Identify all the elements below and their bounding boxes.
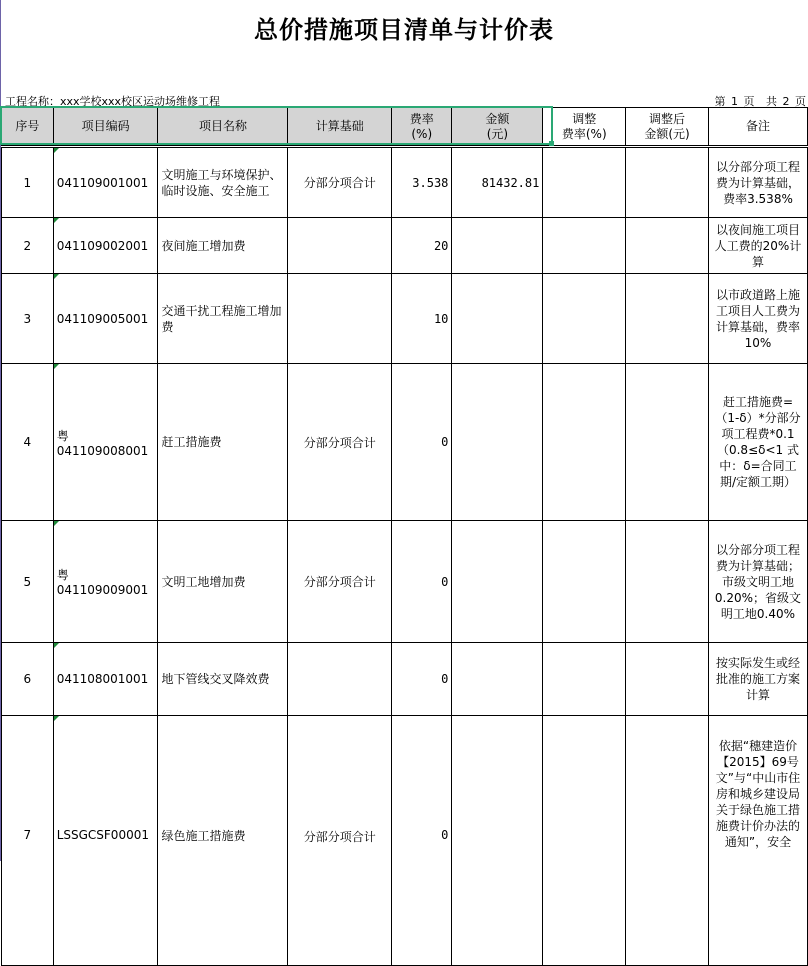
cell-code-text: 041109002001 <box>56 238 149 253</box>
cell-amount[interactable] <box>452 218 543 274</box>
table-row <box>2 148 808 218</box>
total-pages: 2 <box>782 95 790 108</box>
cell-comment-marker <box>54 643 59 648</box>
col-header-base[interactable]: 计算基础 <box>288 108 392 146</box>
cell-code[interactable] <box>53 274 158 364</box>
table-row <box>2 643 808 716</box>
cell-adj-amount[interactable] <box>626 274 709 364</box>
cell-name[interactable]: 文明施工与环境保护、临时设施、安全施工 <box>158 148 288 218</box>
col-header-rate[interactable] <box>392 108 452 146</box>
cell-code-text: 041109005001 <box>56 311 149 326</box>
cell-adj-rate[interactable] <box>543 643 626 716</box>
col-header-amount-line1: 金额 <box>485 111 510 126</box>
cell-note[interactable]: 按实际发生或经批准的施工方案计算 <box>708 643 807 716</box>
cell-code[interactable] <box>53 643 158 716</box>
col-header-adj-amount[interactable] <box>626 108 709 146</box>
cell-amount[interactable]: 81432.81 <box>452 148 543 218</box>
cell-code[interactable] <box>53 364 158 521</box>
total-unit: 页 <box>795 95 806 108</box>
cell-comment-marker <box>54 218 59 223</box>
cell-amount[interactable] <box>452 521 543 643</box>
cell-comment-marker <box>54 716 59 721</box>
cell-seq[interactable]: 7 <box>2 716 54 966</box>
cell-seq[interactable]: 3 <box>2 274 54 364</box>
cell-adj-rate[interactable] <box>543 716 626 966</box>
col-header-name[interactable]: 项目名称 <box>158 108 288 146</box>
cell-amount[interactable] <box>452 364 543 521</box>
cell-name[interactable]: 文明工地增加费 <box>158 521 288 643</box>
cell-seq[interactable]: 2 <box>2 218 54 274</box>
col-header-adj-rate-line1: 调整 <box>572 111 597 126</box>
cell-amount[interactable] <box>452 716 543 966</box>
table-row <box>2 364 808 521</box>
cell-base[interactable]: 分部分项合计 <box>288 364 392 521</box>
cell-name[interactable]: 赶工措施费 <box>158 364 288 521</box>
col-header-adj-rate[interactable] <box>543 108 626 146</box>
cell-base[interactable] <box>288 274 392 364</box>
cell-seq[interactable]: 1 <box>2 148 54 218</box>
cell-name[interactable]: 绿色施工措施费 <box>158 716 288 966</box>
table-row <box>2 274 808 364</box>
cell-adj-amount[interactable] <box>626 148 709 218</box>
col-header-amount[interactable] <box>452 108 543 146</box>
cell-note[interactable]: 赶工措施费=（1-δ）*分部分项工程费*0.1 （0.8≤δ<1 式中：δ=合同工期/定额工期） <box>708 364 807 521</box>
cell-amount[interactable] <box>452 274 543 364</box>
cell-name[interactable]: 夜间施工增加费 <box>158 218 288 274</box>
cell-note[interactable]: 以分部分项工程费为计算基础；市级文明工地0.20%；省级文明工地0.40% <box>708 521 807 643</box>
cell-note[interactable]: 以市政道路上施工项目人工费为计算基础，费率10% <box>708 274 807 364</box>
page-prefix: 第 <box>714 95 726 108</box>
project-label: 工程名称： <box>5 95 60 108</box>
cell-adj-amount[interactable] <box>626 521 709 643</box>
col-header-adj-amount-line1: 调整后 <box>649 111 686 126</box>
cell-rate[interactable]: 10 <box>392 274 452 364</box>
cell-name[interactable]: 交通干扰工程施工增加费 <box>158 274 288 364</box>
cell-code[interactable] <box>53 148 158 218</box>
col-header-rate-line2: (%) <box>411 126 433 141</box>
cell-adj-rate[interactable] <box>543 274 626 364</box>
cell-code-text: 041108001001 <box>56 672 149 686</box>
cell-rate[interactable]: 20 <box>392 218 452 274</box>
page-number: 1 <box>731 95 738 108</box>
table-row <box>2 218 808 274</box>
cell-code-text: 粤041109008001 <box>56 428 149 458</box>
cell-comment-marker <box>54 148 59 153</box>
cell-adj-amount[interactable] <box>626 364 709 521</box>
cell-code[interactable] <box>53 521 158 643</box>
cell-seq[interactable]: 5 <box>2 521 54 643</box>
col-header-note[interactable]: 备注 <box>708 108 807 146</box>
cell-rate[interactable]: 0 <box>392 716 452 966</box>
table-row <box>2 716 808 966</box>
cell-base[interactable] <box>288 643 392 716</box>
page-unit: 页 <box>743 95 755 108</box>
cell-seq[interactable]: 6 <box>2 643 54 716</box>
cell-code[interactable] <box>53 716 158 966</box>
cell-rate[interactable]: 0 <box>392 643 452 716</box>
col-header-rate-line1: 费率 <box>409 111 434 126</box>
col-header-code[interactable]: 项目编码 <box>53 108 158 146</box>
cell-code-text: 041109001001 <box>56 175 149 190</box>
cell-amount[interactable] <box>452 643 543 716</box>
cell-adj-rate[interactable] <box>543 364 626 521</box>
cell-adj-amount[interactable] <box>626 716 709 966</box>
page-title: 总价措施项目清单与计价表 <box>254 15 554 44</box>
measures-table <box>1 107 808 966</box>
cell-base[interactable]: 分部分项合计 <box>288 148 392 218</box>
cell-adj-rate[interactable] <box>543 521 626 643</box>
cell-base[interactable] <box>288 218 392 274</box>
col-header-amount-line2: (元) <box>486 126 509 141</box>
cell-adj-rate[interactable] <box>543 148 626 218</box>
cell-code[interactable] <box>53 218 158 274</box>
cell-seq[interactable]: 4 <box>2 364 54 521</box>
cell-base[interactable]: 分部分项合计 <box>288 716 392 966</box>
col-header-seq[interactable]: 序号 <box>2 108 54 146</box>
cell-base[interactable]: 分部分项合计 <box>288 521 392 643</box>
col-header-adj-rate-line2: 费率(%) <box>561 126 607 141</box>
cell-comment-marker <box>54 364 59 369</box>
cell-comment-marker <box>54 274 59 279</box>
cell-name[interactable]: 地下管线交叉降效费 <box>158 643 288 716</box>
cell-note[interactable]: 以夜间施工项目人工费的20%计算 <box>708 218 807 274</box>
header-row <box>2 108 808 146</box>
cell-note[interactable]: 以分部分项工程费为计算基础，费率3.538% <box>708 148 807 218</box>
cell-rate[interactable]: 0 <box>392 364 452 521</box>
cell-rate[interactable]: 3.538 <box>392 148 452 218</box>
cell-rate[interactable]: 0 <box>392 521 452 643</box>
cell-adj-amount[interactable] <box>626 643 709 716</box>
project-name: xxx学校xxx校区运动场维修工程 <box>60 95 221 108</box>
cell-code-text: 粤041109009001 <box>56 568 149 597</box>
col-header-adj-amount-line2: 金额(元) <box>644 126 690 141</box>
table-row <box>2 521 808 643</box>
cell-comment-marker <box>54 521 59 526</box>
fill-handle[interactable] <box>549 141 554 146</box>
cell-adj-rate[interactable] <box>543 218 626 274</box>
cell-adj-amount[interactable] <box>626 218 709 274</box>
cell-note[interactable]: 依据“穗建造价【2015】69号文”与“中山市住房和城乡建设局关于绿色施工措施费计价办法的通知”，安全 <box>708 716 807 966</box>
cell-code-text: LSSGCSF00001 <box>56 828 149 842</box>
total-prefix: 共 <box>766 95 777 108</box>
